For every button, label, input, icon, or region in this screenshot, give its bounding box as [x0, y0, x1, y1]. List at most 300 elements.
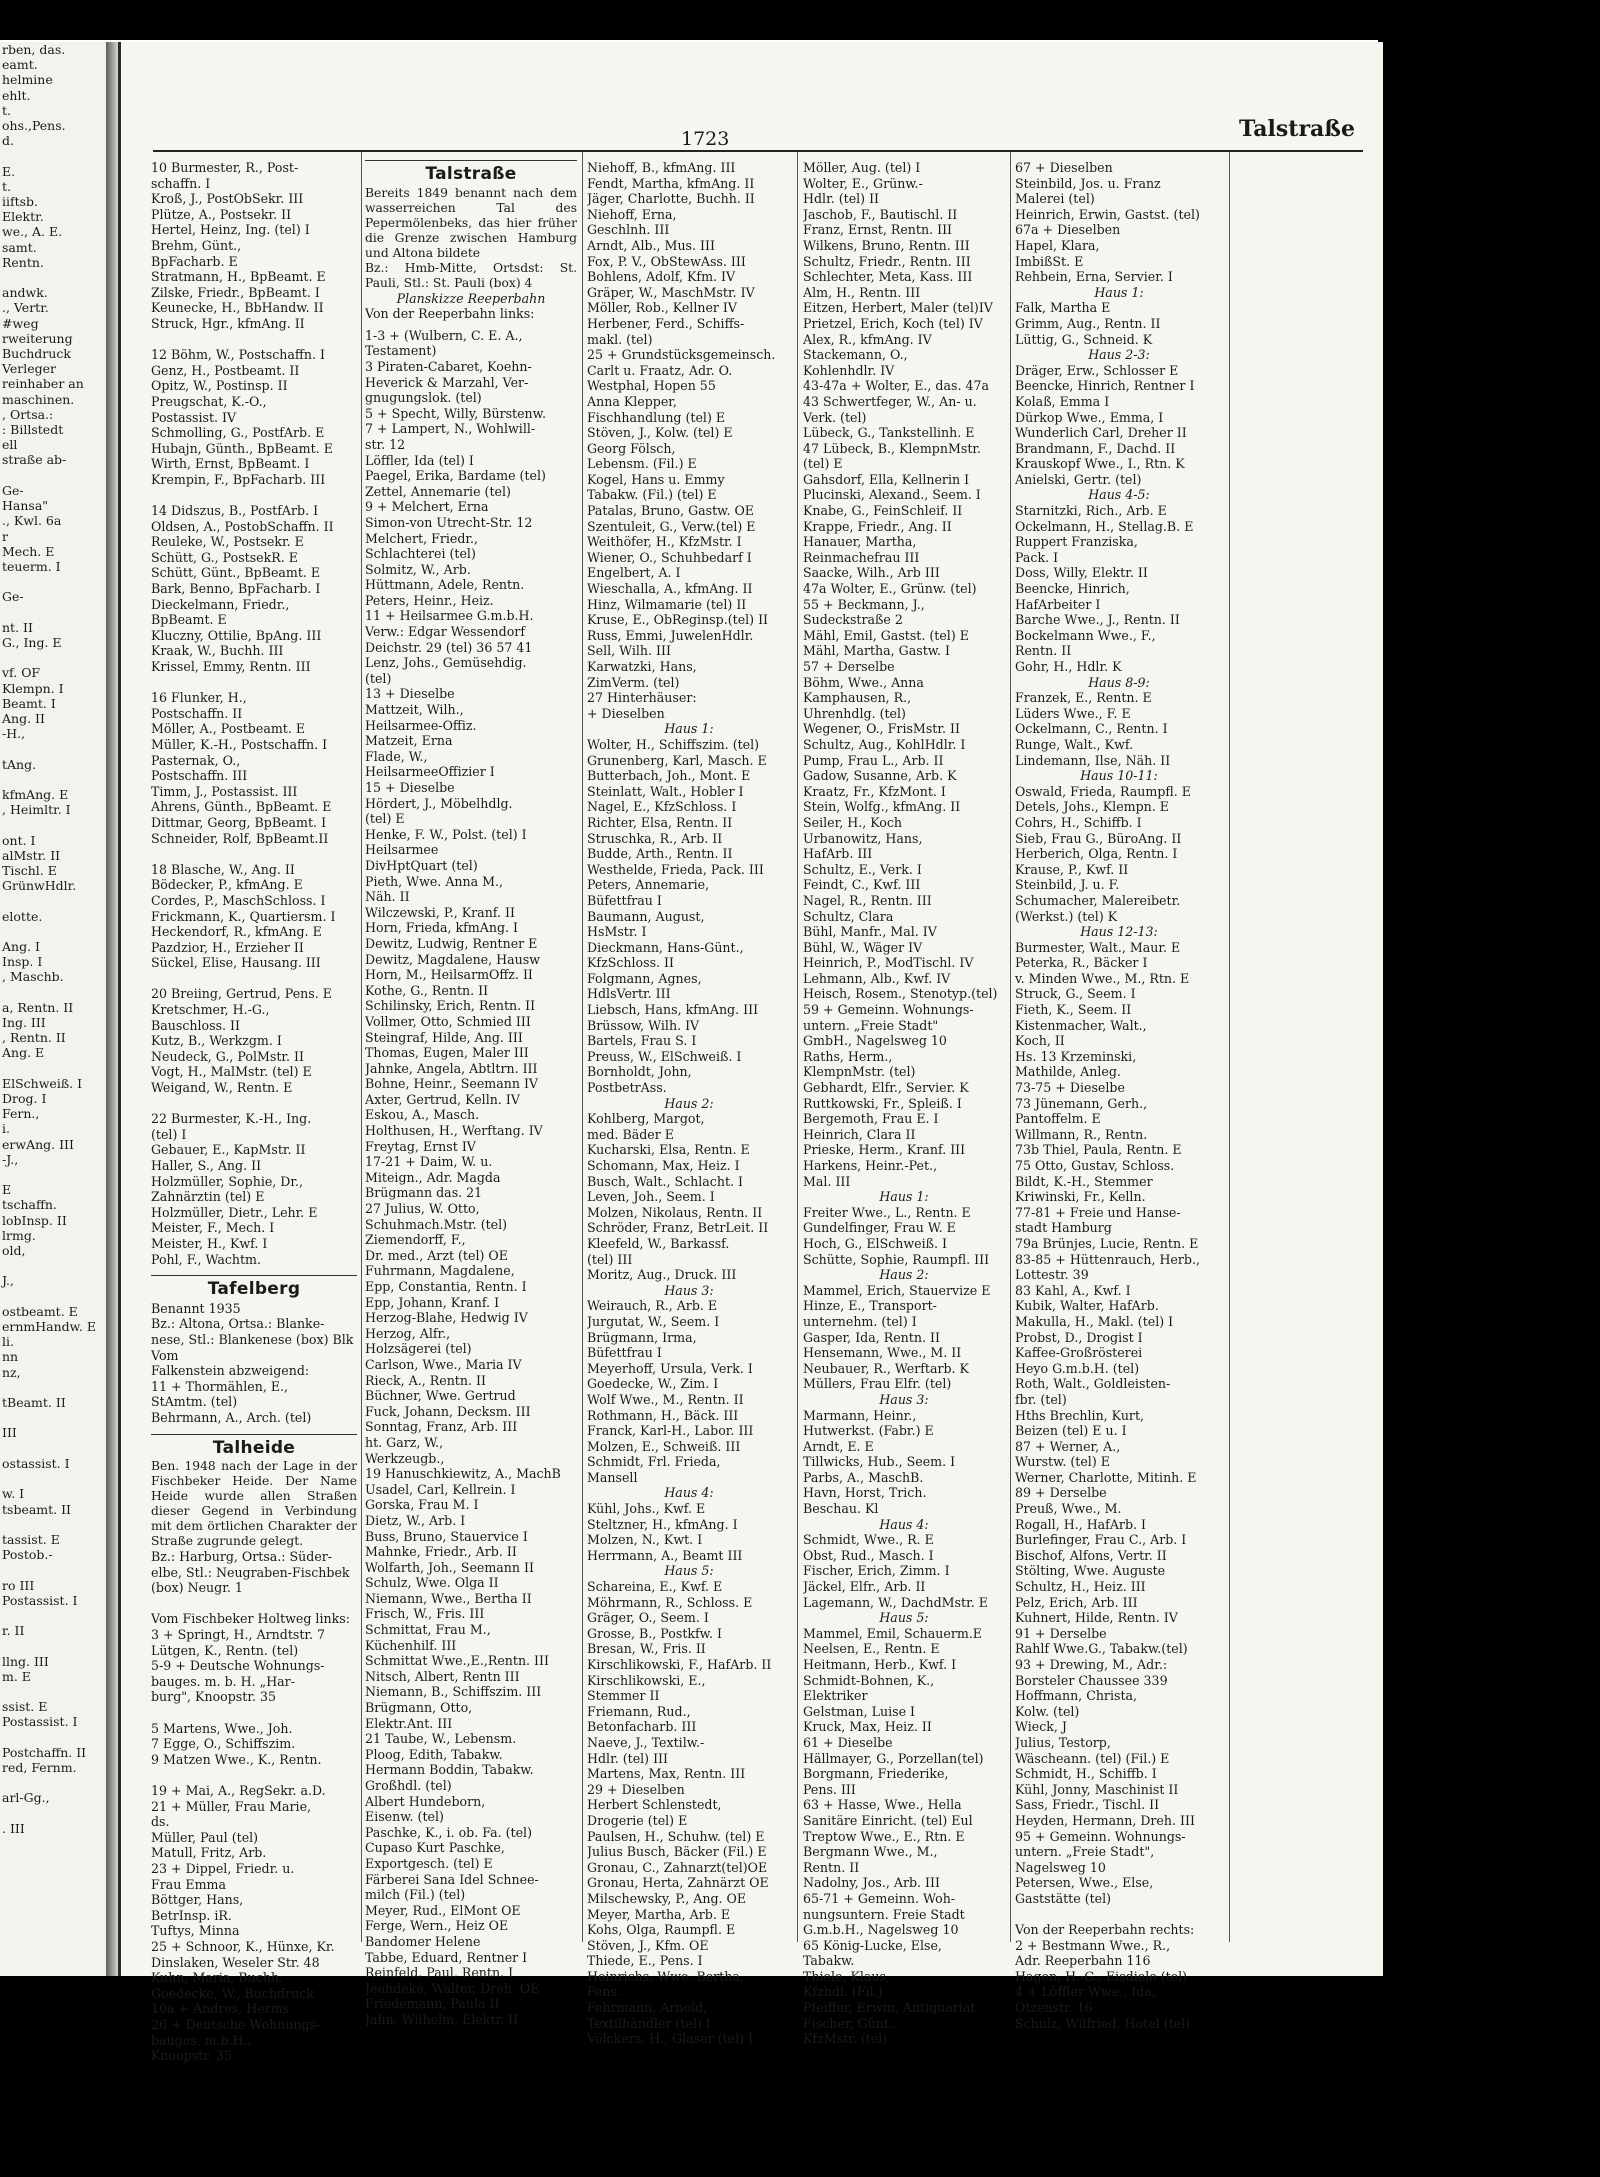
previous-page-fragment	[0, 574, 106, 589]
directory-entry: Neubauer, R., Werftarb. K	[803, 1360, 969, 1376]
previous-page-fragment: i.	[2, 1121, 10, 1137]
directory-entry: Sonntag, Franz, Arb. III	[365, 1419, 518, 1435]
directory-entry: Timm, J., Postassist. III	[151, 783, 298, 799]
directory-entry: Hinz, Wilmamarie (tel) II	[587, 596, 747, 612]
previous-page-fragment: a, Rentn. II	[2, 999, 74, 1015]
directory-entry: Schütte, Sophie, Raumpfl. III	[803, 1251, 990, 1267]
directory-entry: Ruppert Franziska,	[1015, 534, 1138, 550]
directory-entry: Wolter, H., Schiffszim. (tel)	[587, 736, 760, 752]
directory-entry: 27 Julius, W. Otto,	[365, 1201, 480, 1217]
directory-entry: Rieck, A., Rentn. II	[365, 1372, 486, 1388]
directory-entry: Wirth, Ernst, BpBeamt. I	[151, 456, 310, 472]
directory-entry: Plütze, A., Postsekr. II	[151, 206, 292, 222]
previous-page-fragment: Hansa"	[2, 498, 49, 514]
directory-entry: Stölting, Wwe. Auguste	[1015, 1563, 1166, 1579]
previous-page-fragment	[0, 985, 106, 1000]
previous-page-fragment	[0, 1258, 106, 1273]
directory-entry: Herrmann, A., Beamt III	[587, 1547, 743, 1563]
directory-entry: Holzmüller, Sophie, Dr.,	[151, 1173, 304, 1189]
directory-entry: Krauskopf Wwe., I., Rtn. K	[1015, 456, 1185, 472]
directory-entry: 65 König-Lucke, Else,	[803, 1937, 942, 1953]
directory-entry: Weigand, W., Rentn. E	[151, 1080, 293, 1096]
directory-entry: Neelsen, E., Rentn. E	[803, 1641, 940, 1657]
previous-page-fragment: arl-Gg.,	[2, 1790, 50, 1806]
directory-entry: Müllers, Frau Elfr. (tel)	[803, 1376, 952, 1392]
previous-page-fragment: tAng.	[2, 756, 37, 772]
directory-entry: Wolf Wwe., M., Rentn. II	[587, 1391, 744, 1407]
directory-entry: Jäger, Charlotte, Buchh. II	[587, 191, 755, 207]
directory-entry: 9 + Melchert, Erna	[365, 499, 489, 515]
directory-entry: Fuhrmann, Magdalene,	[365, 1263, 515, 1279]
directory-entry: Lagemann, W., DachdMstr. E	[803, 1594, 988, 1610]
column-rule	[361, 152, 362, 1942]
previous-page-fragment: Klempn. I	[2, 680, 64, 696]
directory-entry: Thiele, Klaus,	[803, 1968, 891, 1984]
directory-entry: Wunderlich Carl, Dreher II	[1015, 425, 1187, 441]
directory-entry: Oldsen, A., PostobSchaffn. II	[151, 518, 334, 534]
directory-entry: 22 Burmester, K.-H., Ing.	[151, 1111, 312, 1127]
directory-entry: Kluczny, Ottilie, BpAng. III	[151, 627, 322, 643]
previous-page-fragment: straße ab-	[2, 452, 67, 468]
directory-entry: 47 Lübeck, B., KlempnMstr.	[803, 440, 982, 456]
previous-page-fragment: Rentn.	[2, 254, 44, 270]
directory-entry: Hüttmann, Adele, Rentn.	[365, 577, 525, 593]
directory-entry: Grunenberg, Karl, Masch. E	[587, 752, 767, 768]
directory-entry: Sass, Friedr., Tischl. II	[1015, 1797, 1160, 1813]
directory-entry: Hensemann, Wwe., M. II	[803, 1345, 962, 1361]
directory-entry: 15 + Dieselbe	[365, 780, 455, 795]
directory-entry: HdlsVertr. III	[587, 986, 671, 1002]
directory-entry: Sieb, Frau G., BüroAng. II	[1015, 830, 1182, 846]
directory-entry: 83 Kahl, A., Kwf. I	[1015, 1282, 1131, 1298]
directory-entry: Treptow Wwe., E., Rtn. E	[803, 1828, 965, 1844]
directory-entry: 7 Egge, O., Schiffszim.	[151, 1736, 296, 1752]
directory-entry: Dewitz, Magdalene, Hausw	[365, 951, 540, 967]
previous-page-fragment: Beamt. I	[2, 695, 56, 711]
directory-entry: Schareina, E., Kwf. E	[587, 1579, 723, 1595]
directory-entry: Franck, Karl-H., Labor. III	[587, 1423, 754, 1439]
directory-entry: 3 Piraten-Cabaret, Koehn-	[365, 358, 532, 374]
directory-entry: 26 + Deutsche Wohnungs-	[151, 2016, 321, 2032]
directory-entry: Tabakw. (Fil.) (tel) E	[587, 487, 717, 503]
directory-entry: Molzen, E., Schweiß. III	[587, 1438, 741, 1454]
directory-entry: schaffn. I	[151, 175, 211, 191]
directory-entry: Gundelfinger, Frau W. E	[803, 1220, 956, 1236]
directory-entry: (box) Neugr. 1	[151, 1580, 243, 1596]
directory-entry: Julius Busch, Bäcker (Fil.) E	[587, 1844, 767, 1860]
directory-entry: Wurstw. (tel) E	[1015, 1454, 1110, 1470]
directory-entry: Malerei (tel)	[1015, 191, 1095, 207]
directory-entry: Stemmer II	[587, 1688, 660, 1704]
directory-entry: 59 + Gemeinn. Wohnungs-	[803, 1002, 974, 1018]
directory-entry: Havn, Horst, Trich.	[803, 1485, 927, 1501]
previous-page-fragment: : Billstedt	[2, 422, 64, 438]
directory-entry: Oswald, Frieda, Raumpfl. E	[1015, 783, 1191, 799]
directory-entry: Marmann, Heinr.,	[803, 1407, 917, 1423]
directory-entry: 63 + Hasse, Wwe., Hella	[803, 1797, 962, 1813]
directory-entry: Haus 10-11:	[1080, 768, 1158, 784]
directory-entry: Haus 5:	[664, 1563, 714, 1579]
directory-entry: Haus 1:	[879, 1189, 929, 1205]
directory-entry: Rehbein, Erna, Servier. I	[1015, 269, 1173, 285]
directory-entry: elbe, Stl.: Neugraben-Fischbek	[151, 1564, 350, 1580]
directory-entry: HafArbeiter I	[1015, 596, 1101, 612]
directory-entry: 61 + Dieselbe	[803, 1734, 893, 1750]
directory-entry: Bauschloss. II	[151, 1017, 240, 1033]
previous-page-fragment: ostbeamt. E	[2, 1303, 78, 1319]
previous-page-fragment	[0, 1517, 106, 1532]
directory-entry: Bartels, Frau S. I	[587, 1033, 697, 1049]
directory-entry: Lütgen, K., Rentn. (tel)	[151, 1642, 299, 1658]
directory-entry: str. 12	[365, 436, 406, 452]
previous-page-fragment: lobInsp. II	[2, 1212, 67, 1228]
directory-entry: Heilsarmee-Offiz.	[365, 717, 477, 733]
directory-entry: Kamphausen, R.,	[803, 690, 912, 706]
directory-entry: Parbs, A., MaschB.	[803, 1469, 924, 1485]
directory-entry: ht. Garz, W.,	[365, 1434, 444, 1450]
directory-entry: Henke, F. W., Polst. (tel) I	[365, 826, 527, 842]
directory-entry: Vom Fischbeker Holtweg links:	[151, 1611, 350, 1627]
directory-entry: Arndt, E. E	[803, 1438, 874, 1454]
directory-entry: Lindemann, Ilse, Näh. II	[1015, 752, 1171, 768]
directory-entry: Stöven, J., Kfm. OE	[587, 1937, 709, 1953]
directory-entry: Holthusen, H., Werftang. IV	[365, 1123, 543, 1139]
directory-entry: Deichstr. 29 (tel) 36 57 41	[365, 639, 533, 655]
directory-entry: Meyerhoff, Ursula, Verk. I	[587, 1360, 753, 1376]
directory-entry: Eitzen, Herbert, Maler (tel)IV	[803, 300, 993, 316]
directory-entry: 79a Brünjes, Lucie, Rentn. E	[1015, 1235, 1199, 1251]
directory-entry: v. Minden Wwe., M., Rtn. E	[1015, 970, 1190, 986]
directory-entry: milch (Fil.) (tel)	[365, 1887, 466, 1903]
previous-page-fragment: teuerm. I	[2, 558, 61, 574]
previous-page-fragment: III	[2, 1425, 17, 1441]
directory-entry: Kohlenhdlr. IV	[803, 362, 895, 378]
previous-page-fragment: ohs.,Pens.	[2, 118, 66, 134]
directory-entry: Nitsch, Albert, Rentn III	[365, 1668, 520, 1684]
directory-entry: Grosse, B., Postkfw. I	[587, 1625, 722, 1641]
directory-entry: Schmidt, H., Schiffb. I	[1015, 1766, 1157, 1782]
directory-entry: Leven, Joh., Seem. I	[587, 1189, 715, 1205]
directory-entry: Heyo G.m.b.H. (tel)	[1015, 1360, 1140, 1376]
directory-entry: Krappe, Friedr., Ang. II	[803, 518, 952, 534]
directory-entry: Exportgesch. (tel) E	[365, 1855, 493, 1871]
previous-page-fragment: tsbeamt. II	[2, 1501, 71, 1517]
directory-entry: Rogall, H., HafArb. I	[1015, 1516, 1146, 1532]
previous-page-fragment: ell	[2, 437, 18, 453]
directory-entry: Uhrenhdlg. (tel)	[803, 705, 906, 721]
directory-entry: Heitmann, Herb., Kwf. I	[803, 1657, 957, 1672]
directory-entry: Heinrichs, Wwe. Bertha,	[587, 1968, 744, 1984]
previous-page-fragment: ehlt.	[2, 87, 31, 103]
directory-entry: Schulz, Wilfried, Hotel (tel)	[1015, 2015, 1191, 2031]
directory-entry: Bresan, W., Fris. II	[587, 1641, 706, 1657]
directory-entry: Goedecke, W., Buchdruck	[151, 1985, 314, 2001]
directory-entry: unternehm. (tel) I	[803, 1313, 917, 1329]
previous-page-fragment: rweiterung	[2, 330, 73, 346]
directory-entry: Karwatzki, Hans,	[587, 659, 697, 674]
previous-page-fragment	[0, 1806, 106, 1821]
directory-entry: Zettel, Annemarie (tel)	[365, 483, 511, 499]
directory-entry: 29 + Dieselben	[587, 1781, 685, 1797]
previous-page-fragment	[0, 605, 106, 620]
directory-entry: Verw.: Edgar Wessendorf	[365, 624, 525, 640]
directory-entry: Arndt, Alb., Mus. III	[587, 237, 715, 253]
directory-entry: Brügmann das. 21	[365, 1185, 483, 1201]
directory-entry: Freiter Wwe., L., Rentn. E	[803, 1204, 971, 1220]
directory-entry: Steltzner, H., kfmAng. I	[587, 1516, 738, 1532]
directory-entry: Pelz, Erich, Arb. III	[1015, 1594, 1138, 1610]
previous-page-fragment	[0, 924, 106, 939]
directory-entry: Simon-von Utrecht-Str. 12	[365, 514, 533, 530]
directory-entry: Flade, W.,	[365, 748, 428, 764]
directory-entry: 10a + Andres, Herms	[151, 2001, 290, 2017]
directory-entry: Pazdzior, H., Erzieher II	[151, 939, 304, 955]
directory-entry: Miteign., Adr. Magda	[365, 1169, 501, 1185]
directory-entry: Falk, Martha E	[1015, 300, 1111, 316]
previous-page-fragment	[0, 1380, 106, 1395]
directory-entry: Haus 3:	[879, 1391, 929, 1407]
directory-entry: Naeve, J., Textilw.-	[587, 1734, 705, 1750]
directory-entry: Friedemann, Paula II	[365, 1996, 500, 2012]
previous-page-fragment: , Ortsa.:	[2, 406, 54, 422]
directory-entry: 91 + Derselbe	[1015, 1625, 1107, 1641]
directory-entry: Schmittat Wwe.,E.,Rentn. III	[365, 1653, 549, 1669]
directory-entry: 20 Breiing, Gertrud, Pens. E	[151, 986, 332, 1002]
previous-page-fragment: iiftsb.	[2, 194, 39, 210]
directory-entry: Gasper, Ida, Rentn. II	[803, 1329, 940, 1345]
directory-entry: Engelbert, A. I	[587, 565, 681, 581]
directory-entry: Schmidt, Wwe., R. E	[803, 1532, 934, 1548]
previous-page-fragment	[0, 1471, 106, 1486]
directory-entry: 73b Thiel, Paula, Rentn. E	[1015, 1142, 1182, 1158]
directory-entry: Szentuleit, G., Verw.(tel) E	[587, 518, 756, 534]
previous-page-fragment	[0, 1775, 106, 1790]
directory-entry: Haus 4-5:	[1088, 487, 1150, 503]
previous-page-fragment: nn	[2, 1349, 19, 1365]
directory-entry: (tel) E	[803, 456, 843, 472]
directory-entry: Herbert Schlenstedt,	[587, 1797, 722, 1813]
directory-entry: Paschke, K., i. ob. Fa. (tel)	[365, 1824, 533, 1840]
directory-entry: Peterka, R., Bäcker I	[1015, 955, 1148, 971]
directory-entry: Fischer, Erich, Zimm. I	[803, 1563, 950, 1579]
directory-entry: Mahnke, Friedr., Arb. II	[365, 1544, 517, 1560]
directory-entry: Haus 1:	[1094, 284, 1144, 300]
directory-entry: 19 Hanuschkiewitz, A., MachB	[365, 1466, 561, 1482]
previous-page-fragment: tassist. E	[2, 1531, 60, 1547]
directory-entry: Haus 3:	[664, 1282, 714, 1298]
directory-entry: Matzeit, Erna	[365, 733, 453, 749]
column-5-entries	[1015, 160, 1223, 2031]
directory-entry: Hapel, Klara,	[1015, 237, 1100, 253]
directory-entry: Haller, S., Ang. II	[151, 1158, 262, 1173]
directory-entry: Kuhnert, Hilde, Rentn. IV	[1015, 1610, 1178, 1626]
directory-entry: 77-81 + Freie und Hanse-	[1015, 1204, 1181, 1220]
directory-entry: Müller, K.-H., Postschaffn. I	[151, 736, 328, 752]
previous-page-fragment: li.	[2, 1334, 14, 1350]
directory-entry: Beschau. Kl	[803, 1501, 879, 1517]
directory-entry: Neudeck, G., PolMstr. II	[151, 1048, 304, 1064]
directory-entry: Meister, F., Mech. I	[151, 1220, 275, 1236]
directory-entry: Nagelsweg 10	[1015, 1859, 1106, 1875]
directory-entry: Raths, Herm.,	[803, 1048, 893, 1064]
directory-entry: Schütt, Günt., BpBeamt. E	[151, 565, 321, 581]
directory-entry: Heilsarmee	[365, 842, 439, 858]
previous-page-fragment: E.	[2, 163, 16, 179]
column-1-entries	[151, 160, 357, 1267]
previous-page-fragment: elotte.	[2, 908, 43, 924]
previous-page-fragment: , Rentn. II	[2, 1030, 66, 1046]
directory-entry: Urbanowitz, Hans,	[803, 830, 923, 846]
directory-entry: 1-3 + (Wulbern, C. E. A.,	[365, 327, 523, 343]
street-title: Talheide	[212, 1437, 296, 1458]
previous-page-fragment: Elektr.	[2, 209, 44, 225]
book-gutter	[106, 42, 118, 1976]
directory-entry: Holzsägerei (tel)	[365, 1341, 472, 1357]
previous-page-fragment: Insp. I	[2, 954, 43, 970]
directory-entry: Koch, II	[1015, 1033, 1065, 1049]
previous-page-fragment: maschinen.	[2, 391, 75, 407]
directory-entry: Drogerie (tel) E	[587, 1812, 688, 1828]
directory-entry: 9 Matzen Wwe., K., Rentn.	[151, 1751, 322, 1767]
directory-entry: Dieckmann, Hans-Günt.,	[587, 939, 744, 955]
directory-entry: Wilkens, Bruno, Rentn. III	[803, 237, 970, 253]
street-history: Bereits 1849 benannt nach dem wasserreichen Tal des Pepermölenbeks, das hier früher die Grenze zwischen Hamburg und Altona bildete	[365, 185, 577, 260]
directory-entry: 83-85 + Hüttenrauch, Herb.,	[1015, 1251, 1200, 1267]
previous-page-fragment: #weg	[2, 315, 39, 331]
directory-entry: Preuß, Wwe., M.	[1015, 1501, 1122, 1517]
directory-entry: 67 + Dieselben	[1015, 160, 1113, 175]
directory-entry: Carlson, Wwe., Maria IV	[365, 1356, 522, 1372]
directory-entry: Von der Reeperbahn rechts:	[1015, 1922, 1195, 1938]
directory-entry: Pens. III	[803, 1781, 856, 1797]
directory-entry: Molzen, N., Kwt. I	[587, 1532, 703, 1548]
directory-entry: Möhrmann, R., Schloss. E	[587, 1594, 753, 1610]
directory-entry: nungsuntern. Freie Stadt	[803, 1906, 965, 1922]
directory-entry: Tuftys, Minna	[151, 1923, 240, 1939]
directory-entry: Vollmer, Otto, Schmied III	[365, 1013, 531, 1029]
directory-entry: Schlachterei (tel)	[365, 546, 476, 562]
directory-entry: Struck, G., Seem. I	[1015, 986, 1136, 1002]
directory-entry: Schomann, Max, Heiz. I	[587, 1158, 740, 1173]
previous-page-fragment: . III	[2, 1820, 25, 1836]
directory-entry: Pasternak, O.,	[151, 752, 241, 768]
directory-entry: Weithöfer, H., KfzMstr. I	[587, 534, 742, 550]
previous-page-fragment: ostassist. I	[2, 1455, 70, 1471]
directory-entry: Roth, Walt., Goldleisten-	[1015, 1376, 1171, 1392]
directory-entry: Betonfacharb. III	[587, 1719, 697, 1735]
previous-page-fragment: tBeamt. II	[2, 1395, 66, 1411]
directory-entry: 17-21 + Daim, W. u.	[365, 1154, 493, 1170]
directory-entry: 13 + Dieselbe	[365, 686, 455, 702]
directory-entry: Meister, H., Kwf. I	[151, 1235, 268, 1251]
directory-entry: Böttger, Hans,	[151, 1892, 244, 1908]
directory-entry: Gebauer, E., KapMstr. II	[151, 1142, 306, 1158]
directory-entry: Kirschlikowski, F., HafArb. II	[587, 1657, 772, 1672]
directory-entry: Fischer, Günt.,	[803, 2015, 897, 2031]
directory-entry: Großhdl. (tel)	[365, 1778, 452, 1793]
directory-entry: 5 Martens, Wwe., Joh.	[151, 1720, 293, 1736]
directory-entry: 18 Blasche, W., Ang. II	[151, 861, 295, 877]
directory-entry: 55 + Beckmann, J.,	[803, 596, 925, 612]
directory-entry: Haus 4:	[664, 1485, 714, 1501]
directory-entry: Dietz, W., Arb. I	[365, 1512, 466, 1528]
previous-page-fragment	[0, 1562, 106, 1577]
previous-page-fragment: GrünwHdlr.	[2, 878, 77, 894]
directory-entry: Müller, Paul (tel)	[151, 1829, 259, 1845]
directory-entry: Kaffee-Großrösterei	[1015, 1345, 1143, 1361]
directory-entry	[151, 971, 357, 987]
directory-entry: 23 + Dippel, Friedr. u.	[151, 1860, 295, 1876]
directory-entry: Borgmann, Friederike,	[803, 1766, 949, 1782]
directory-entry: Brandmann, F., Dachd. II	[1015, 440, 1176, 456]
directory-entry: Hoch, G., ElSchweiß. I	[803, 1235, 948, 1251]
directory-entry: Reuleke, W., Postsekr. E	[151, 534, 304, 550]
directory-entry	[151, 1705, 357, 1721]
directory-entry: Brügmann, Irma,	[587, 1329, 697, 1345]
directory-entry: Barche Wwe., J., Rentn. II	[1015, 612, 1180, 628]
directory-entry: Gadow, Susanne, Arb. K	[803, 768, 957, 784]
directory-entry: Epp, Constantia, Rentn. I	[365, 1279, 527, 1294]
directory-entry: Kuhn, Maria, Buchh.	[151, 1970, 284, 1986]
directory-entry: Jeehdeke, Walter, Dreh. OE	[365, 1980, 540, 1996]
directory-entry: Richter, Elsa, Rentn. II	[587, 814, 733, 830]
directory-entry: Brüssow, Wilh. IV	[587, 1017, 700, 1033]
directory-entry: Eisenw. (tel)	[365, 1809, 444, 1825]
previous-page-fragment: Tischl. E	[2, 862, 57, 878]
directory-entry: GmbH., Nagelsweg 10	[803, 1033, 947, 1049]
previous-page-fragment: Ang. I	[2, 938, 40, 954]
previous-page-fragment: ro III	[2, 1577, 35, 1593]
directory-entry: Jahn, Wilhelm, Elektr. II	[365, 2011, 519, 2027]
directory-entry: G.m.b.H., Nagelsweg 10	[803, 1922, 959, 1938]
directory-entry: Näh. II	[365, 889, 410, 905]
directory-entry: untern. „Freie Stadt"	[803, 1017, 939, 1033]
previous-page-fragment: E	[2, 1182, 12, 1198]
directory-entry: Büchner, Wwe. Gertrud	[365, 1388, 516, 1404]
directory-entry: Fendt, Martha, kfmAng. II	[587, 175, 755, 191]
directory-entry: Borsteler Chaussee 339	[1015, 1672, 1168, 1688]
directory-entry: Rothmann, H., Bäck. III	[587, 1407, 739, 1423]
directory-entry: Plucinski, Alexand., Seem. I	[803, 487, 981, 503]
directory-entry: Niehoff, Erna,	[587, 206, 677, 222]
directory-entry: Hördert, J., Möbelhdlg.	[365, 795, 513, 811]
directory-entry: Hths Brechlin, Kurt,	[1015, 1407, 1145, 1423]
directory-entry: Adr. Reeperbahn 116	[1015, 1953, 1151, 1969]
directory-entry: Cupaso Kurt Paschke,	[365, 1840, 505, 1856]
directory-entry: 75 Otto, Gustav, Schloss.	[1015, 1158, 1175, 1173]
directory-entry: Schröder, Franz, BetrLeit. II	[587, 1220, 769, 1236]
previous-page-fragment: -J.,	[2, 1151, 19, 1167]
directory-entry: Albert Hundeborn,	[365, 1793, 486, 1809]
directory-entry: Opitz, W., Postinsp. II	[151, 378, 288, 394]
directory-entry: Beencke, Hinrich, Rentner I	[1015, 378, 1195, 394]
directory-entry: Reinmachefrau III	[803, 549, 920, 565]
directory-entry: Wolter, E., Grünw.-	[803, 175, 923, 191]
directory-entry: Rentn. II	[803, 1859, 860, 1875]
previous-page-fragment: -H.,	[2, 726, 26, 742]
column-rule	[1010, 152, 1011, 1942]
directory-entry: Frickmann, K., Quartiersm. I	[151, 908, 336, 924]
street-title: Tafelberg	[207, 1279, 301, 1300]
directory-entry: Mattzeit, Wilh.,	[365, 702, 464, 718]
directory-entry: Steinlatt, Walt., Hobler I	[587, 783, 744, 799]
previous-page-fragment: t.	[2, 178, 11, 194]
directory-entry: Hertel, Heinz, Ing. (tel) I	[151, 222, 310, 238]
directory-entry: Heckendorf, R., kfmAng. E	[151, 924, 322, 940]
directory-entry: + Dieselben	[587, 705, 665, 721]
previous-page-fragment: t.	[2, 102, 11, 118]
directory-entry: Wieschalla, A., kfmAng. II	[587, 581, 753, 597]
